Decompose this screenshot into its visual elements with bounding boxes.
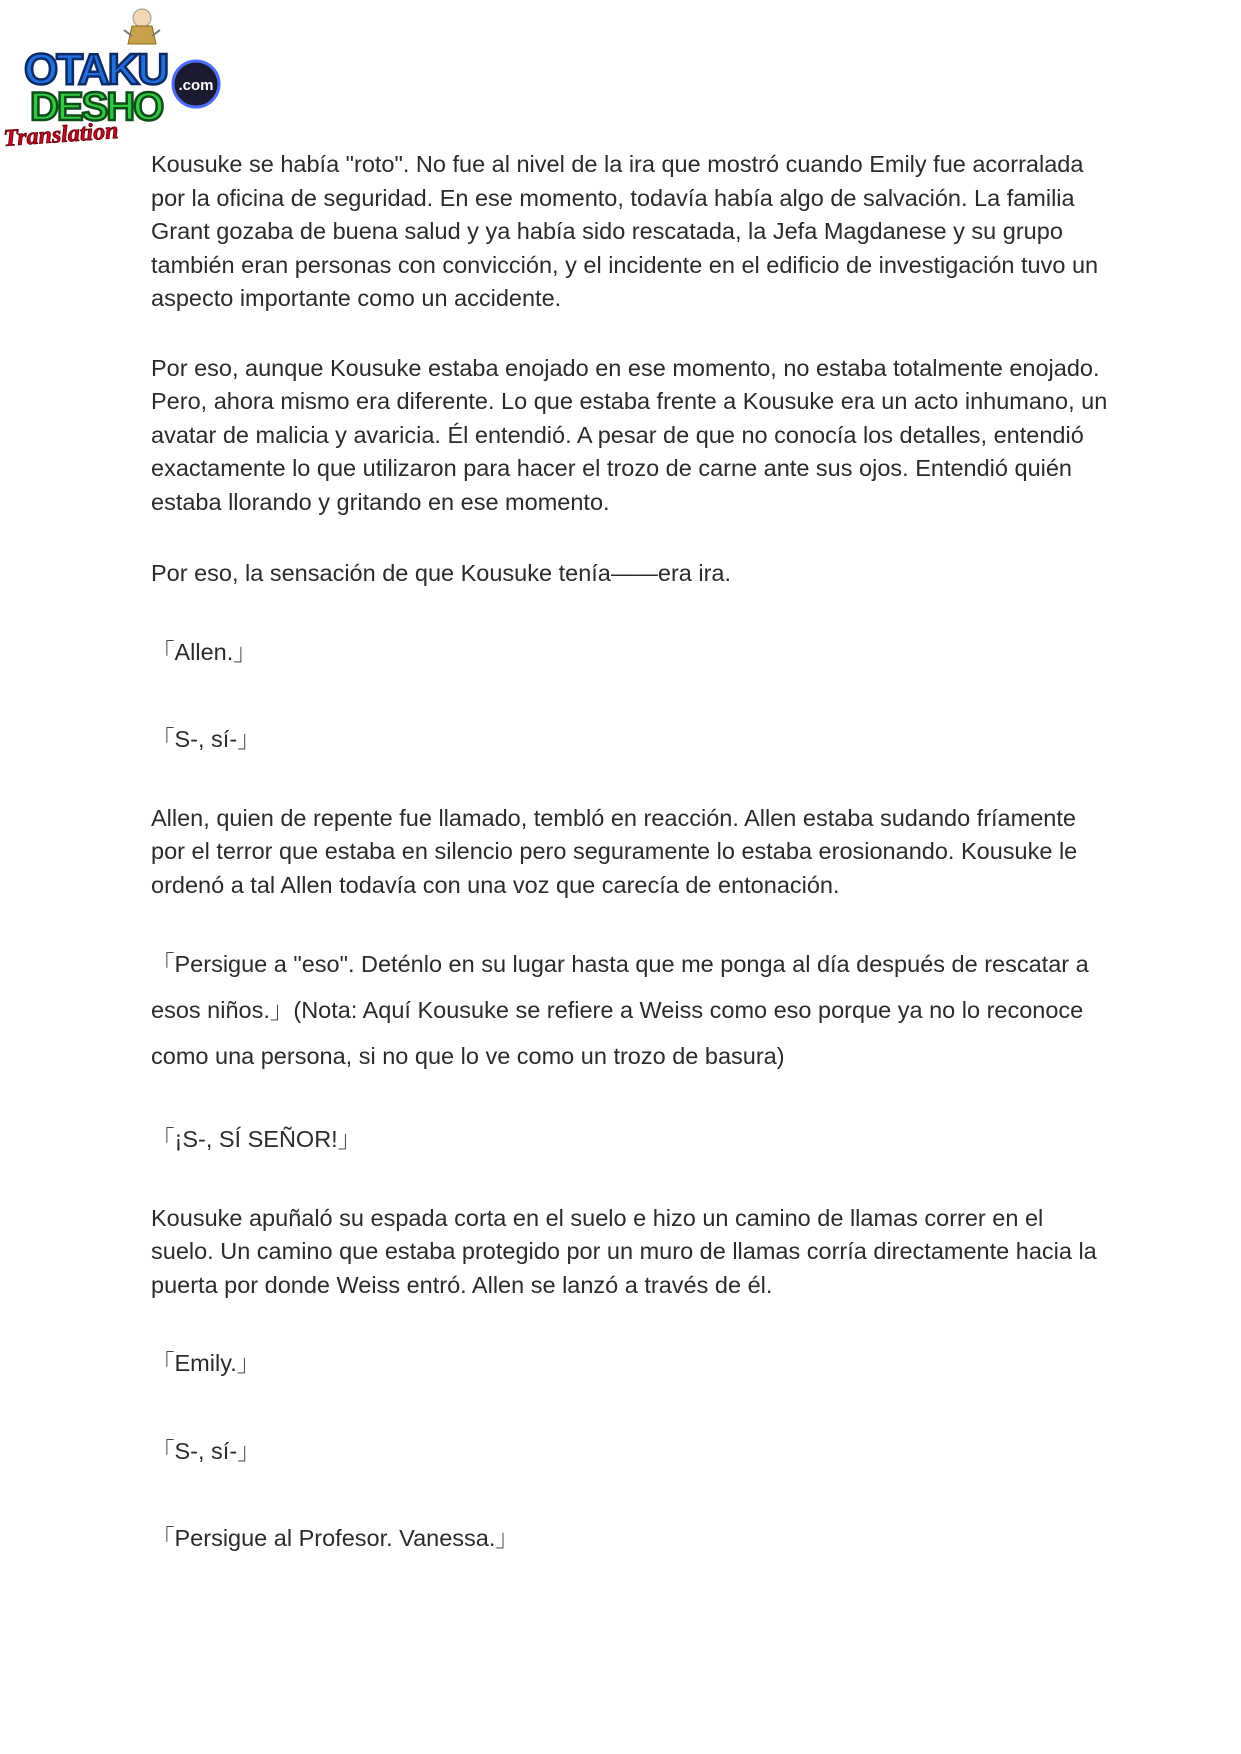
document-body — [151, 148, 1111, 1556]
site-logo — [0, 0, 230, 160]
logo-script: Translation — [2, 118, 120, 152]
dialogue-line: 「Emily.」 — [151, 1350, 261, 1376]
paragraph: Kousuke se había "roto". No fue al nivel de la ira que mostró cuando Emily fue acorralada por la oficina de seguridad. En ese momento, todavía había algo de salvación. La familia Grant gozaba de buena salud y ya había sido rescatada, la Jefa Magdanese y su grupo también eran personas con convicción, y el incidente en el edificio de investigación tuvo un aspecto importante como un accidente. — [151, 151, 1099, 311]
logo-badge-text: .com — [178, 77, 214, 94]
dialogue-line: 「¡S-, SÍ SEÑOR!」 — [151, 1126, 362, 1152]
paragraph: Por eso, aunque Kousuke estaba enojado en ese momento, no estaba totalmente enojado. Pero, ahora mismo era diferente. Lo que estaba frente a Kousuke era un acto inhumano, un avatar de malicia y avaricia. Él entendió. A pesar de que no conocía los detalles, entendió exactamente lo que utilizaron para hacer el trozo de carne ante sus ojos. Entendió quién estaba llorando y gritando en ese momento. — [151, 354, 1108, 515]
mascot-icon — [124, 9, 160, 44]
dialogue-line: 「Persigue al Profesor. Vanessa.」 — [151, 1525, 519, 1551]
dialogue-line: 「Allen.」 — [151, 638, 257, 665]
paragraph: Kousuke apuñaló su espada corta en el suelo e hizo un camino de llamas correr en el suelo. Un camino que estaba protegido por un muro de llamas corría directamente hacia la puerta por donde Weiss entró. Allen se lanzó a través de él. — [151, 1204, 1097, 1298]
logo-line-2: DESHO — [30, 85, 163, 129]
logo-line-1: OTAKU — [24, 45, 168, 94]
paragraph: Allen, quien de repente fue llamado, tembló en reacción. Allen estaba sudando fríamente por el terror que estaba en silencio pero seguramente lo estaba erosionando. Kousuke le ordenó a tal Allen todavía con una voz que carecía de entonación. — [151, 804, 1078, 898]
logo-graphic — [0, 0, 230, 160]
logo-badge — [173, 61, 219, 107]
dialogue-line: 「S-, sí-」 — [151, 1437, 261, 1464]
paragraph: Por eso, la sensación de que Kousuke tenía——era ira. — [151, 560, 732, 586]
dialogue-line: 「Persigue a "eso". Deténlo en su lugar hasta que me ponga al día después de rescatar a esos niños.」(Nota: Aquí Kousuke se refiere a Weiss como eso porque ya no lo reconoce como una persona, si no que lo ve como un trozo de basura) — [151, 951, 1089, 1069]
dialogue-line: 「S-, sí-」 — [151, 726, 261, 752]
